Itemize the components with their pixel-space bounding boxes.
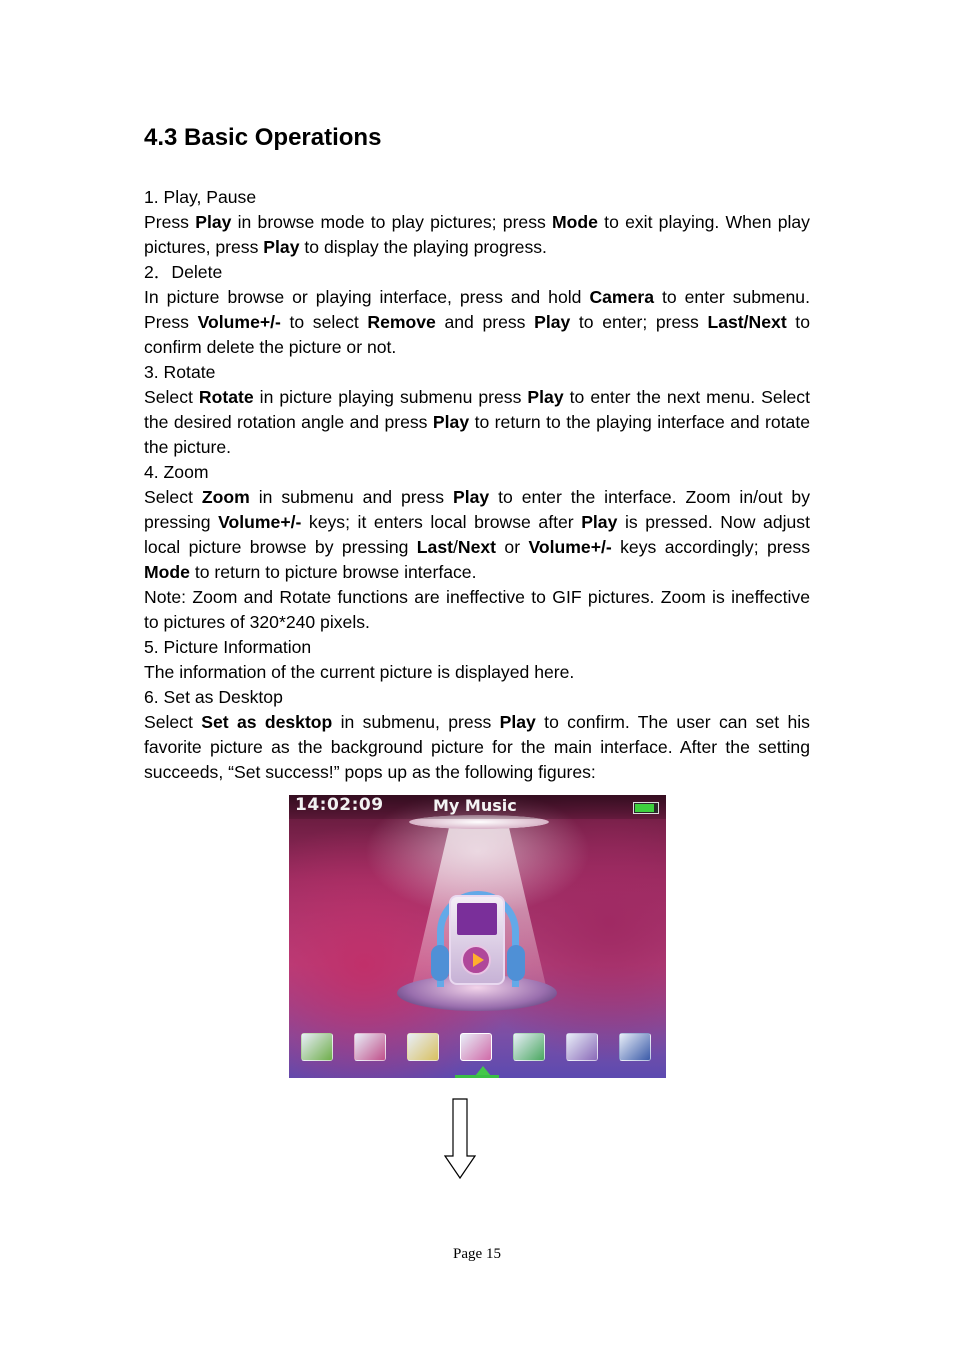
down-arrow-icon	[444, 1098, 476, 1180]
item-title-info: 5. Picture Information	[144, 637, 312, 657]
paragraph-info: The information of the current picture is displayed here.	[144, 662, 575, 682]
item-title-delete: 2．Delete	[144, 262, 223, 282]
item-title-rotate: 3. Rotate	[144, 362, 216, 382]
selection-underline	[455, 1075, 499, 1078]
page-number: Page 15	[453, 1246, 501, 1262]
section-heading: 4.3 Basic Operations	[144, 124, 382, 151]
battery-fill	[635, 804, 654, 812]
paragraph-delete: In picture browse or playing interface, press and hold Camera to enter submenu. Press Volume+/- to select Remove and press Play to enter; press Last/Next to confirm delete the picture or not.	[144, 287, 810, 357]
video-icon	[407, 1033, 439, 1061]
body-text	[144, 185, 810, 785]
music-icon	[460, 1033, 492, 1061]
camera-icon	[566, 1033, 598, 1061]
music-player-icon	[449, 895, 505, 985]
battery-icon	[633, 802, 659, 814]
device-screenshot	[289, 795, 666, 1078]
player-screen	[457, 903, 497, 935]
screen-title: My Music	[433, 796, 517, 815]
item-title-desktop: 6. Set as Desktop	[144, 687, 283, 707]
item-title-zoom: 4. Zoom	[144, 462, 209, 482]
paragraph-desktop: Select Set as desktop in submenu, press Play to confirm. The user can set his favorite picture as the background picture for the main interface. After the setting succeeds, “Set success!” pops up as the following figures:	[144, 712, 810, 782]
headphone-ear-left	[431, 945, 449, 981]
play-icon	[461, 945, 491, 975]
paragraph-play-pause: Press Play in browse mode to play pictures; press Mode to exit playing. When play pictures, press Play to display the playing progress.	[144, 212, 810, 257]
item-title-play-pause: 1. Play, Pause	[144, 187, 257, 207]
radio-icon	[354, 1033, 386, 1061]
photo-icon	[513, 1033, 545, 1061]
settings-icon	[301, 1033, 333, 1061]
recorder-icon	[619, 1033, 651, 1061]
clock: 14:02:09	[295, 795, 384, 815]
app-dock	[289, 1027, 666, 1069]
paragraph-zoom: Select Zoom in submenu and press Play to enter the interface. Zoom in/out by pressing Volume+/- keys; it enters local browse after Play is pressed. Now adjust local picture browse by pressing Last/Next or Volume+/- keys accordingly; press Mode to return to picture browse interface.	[144, 487, 811, 582]
paragraph-zoom-note: Note: Zoom and Rotate functions are ineffective to GIF pictures. Zoom is ineffective to pictures of 320*240 pixels.	[144, 587, 810, 632]
status-bar	[289, 795, 666, 819]
headphone-ear-right	[507, 945, 525, 981]
paragraph-rotate: Select Rotate in picture playing submenu press Play to enter the next menu. Select the desired rotation angle and press Play to return to the playing interface and rotate the picture.	[144, 387, 810, 457]
